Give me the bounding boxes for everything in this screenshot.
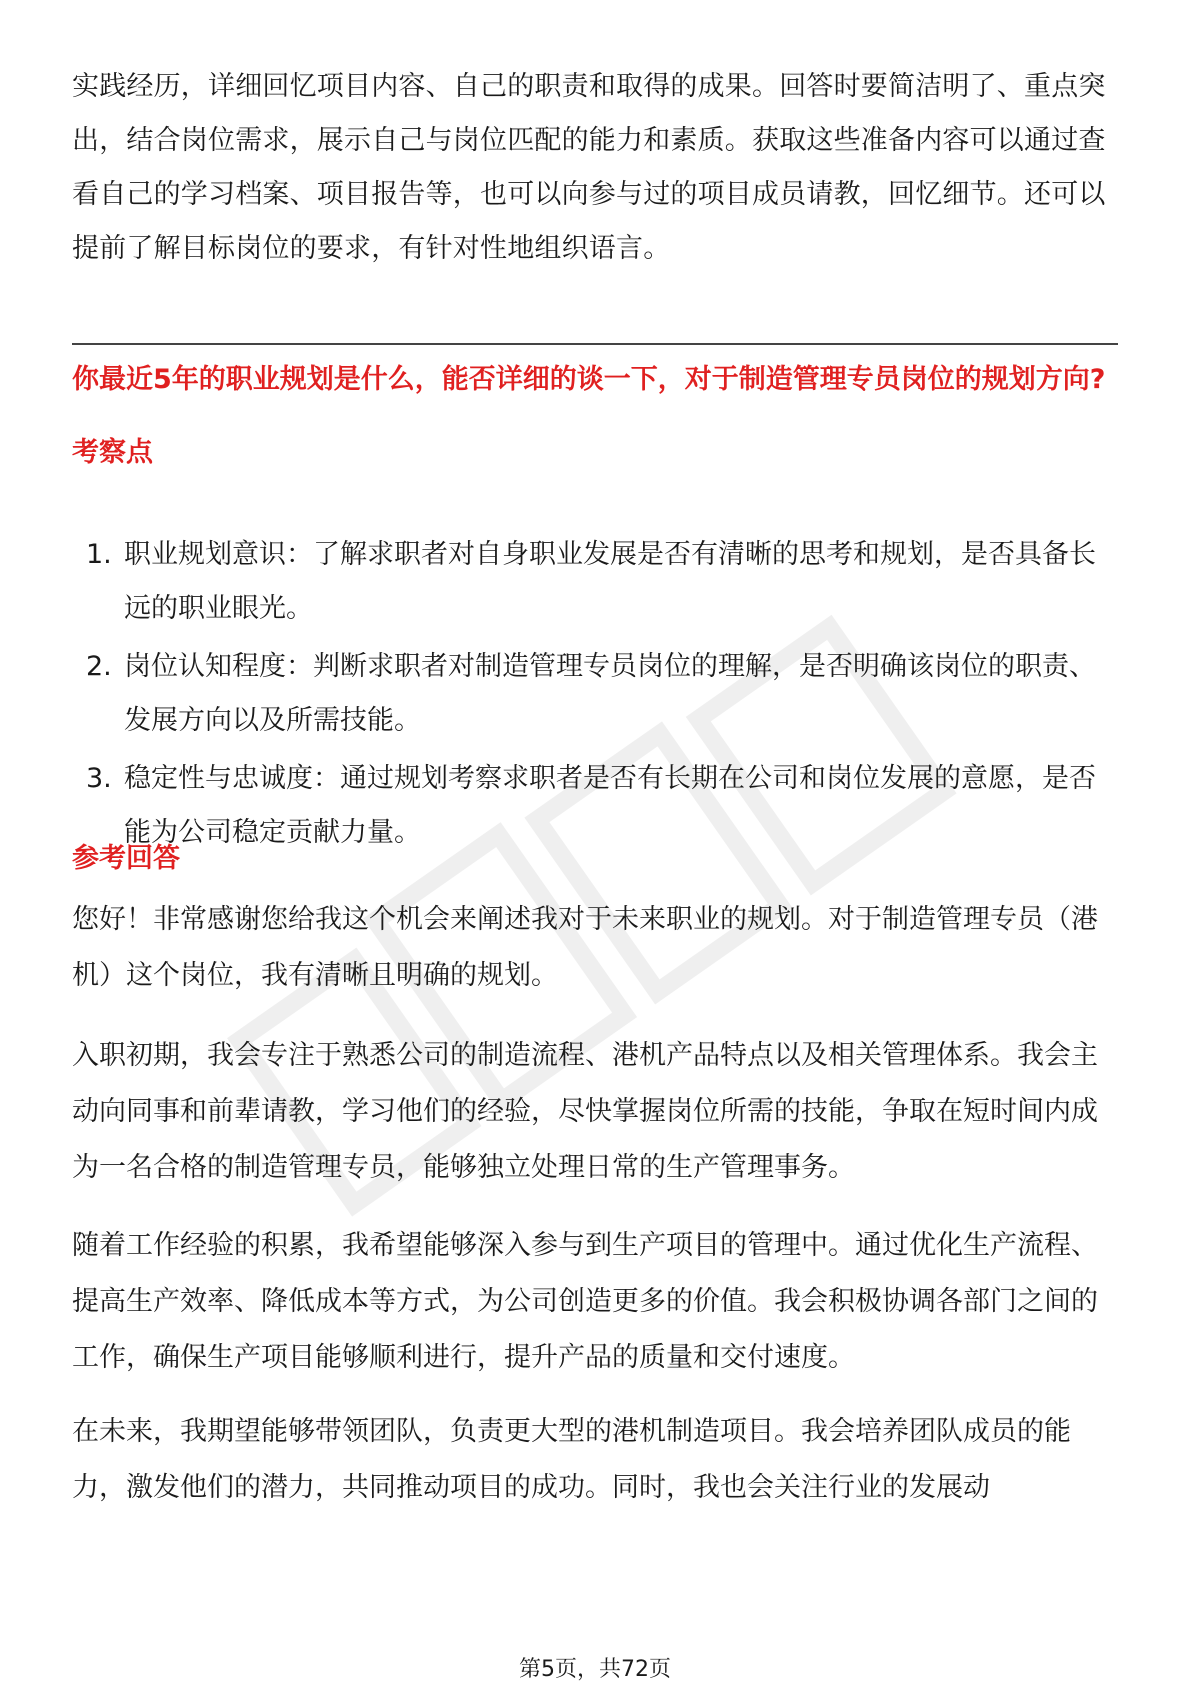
inspection-title: 考察点 <box>72 437 153 468</box>
point-text: 职业规划意识：了解求职者对自身职业发展是否有清晰的思考和规划，是否具备长远的职业眼光。 <box>124 539 1096 624</box>
inspection-point <box>72 640 1118 748</box>
point-number: 3. <box>86 763 112 794</box>
intro-block <box>72 60 1118 276</box>
inspection-point <box>72 528 1118 636</box>
point-text: 岗位认知程度：判断求职者对制造管理专员岗位的理解，是否明确该岗位的职责、发展方向以及所需技能。 <box>124 651 1096 736</box>
inspection-points-list <box>72 528 1118 864</box>
point-text: 稳定性与忠诚度：通过规划考察求职者是否有长期在公司和岗位发展的意愿，是否能为公司稳定贡献力量。 <box>124 763 1096 848</box>
answer-paragraph: 您好！非常感谢您给我这个机会来阐述我对于未来职业的规划。对于制造管理专员（港机）这个岗位，我有清晰且明确的规划。 <box>72 904 1098 991</box>
page-footer: 第5页，共72页 <box>519 1657 671 1682</box>
intro-paragraph: 实践经历，详细回忆项目内容、自己的职责和取得的成果。回答时要简洁明了、重点突出，结合岗位需求，展示自己与岗位匹配的能力和素质。获取这些准备内容可以通过查看自己的学习档案、项目报告等，也可以向参与过的项目成员请教，回忆细节。还可以提前了解目标岗位的要求，有针对性地组织语言。 <box>72 71 1106 264</box>
answer-paragraph: 入职初期，我会专注于熟悉公司的制造流程、港机产品特点以及相关管理体系。我会主动向同事和前辈请教，学习他们的经验，尽快掌握岗位所需的技能，争取在短时间内成为一名合格的制造管理专员，能够独立处理日常的生产管理事务。 <box>72 1040 1098 1183</box>
answer-title: 参考回答 <box>72 843 180 874</box>
question-heading: 你最近5年的职业规划是什么，能否详细的谈一下，对于制造管理专员岗位的规划方向? <box>72 364 1106 395</box>
answer-paragraph: 在未来，我期望能够带领团队，负责更大型的港机制造项目。我会培养团队成员的能力，激发他们的潜力，共同推动项目的成功。同时，我也会关注行业的发展动 <box>72 1416 1071 1503</box>
point-number: 1. <box>86 539 112 570</box>
answer-paragraph: 随着工作经验的积累，我希望能够深入参与到生产项目的管理中。通过优化生产流程、提高生产效率、降低成本等方式，为公司创造更多的价值。我会积极协调各部门之间的工作，确保生产项目能够顺利进行，提升产品的质量和交付速度。 <box>72 1230 1098 1373</box>
inspection-point <box>72 752 1118 860</box>
section-divider <box>72 343 1118 345</box>
point-number: 2. <box>86 651 112 682</box>
